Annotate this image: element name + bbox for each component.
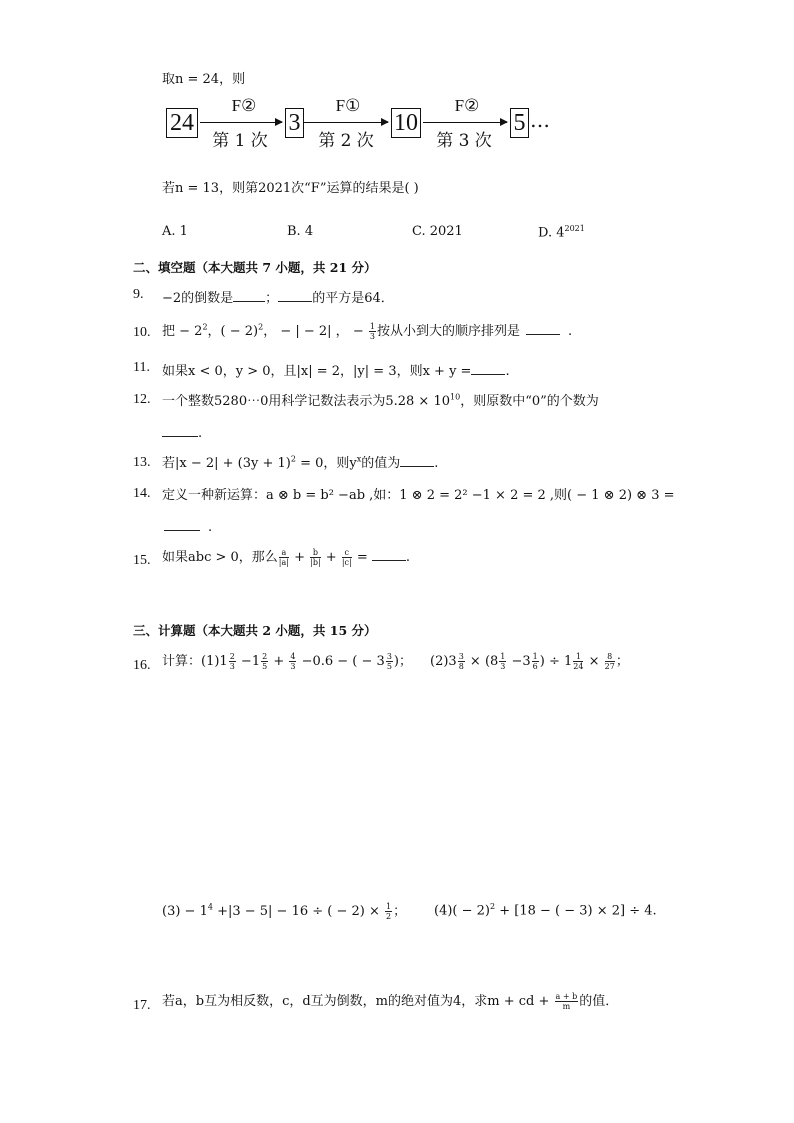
- q8-option-c: C. 2021: [412, 224, 463, 239]
- q9-number: 9.: [133, 287, 144, 302]
- q12-number: 12.: [133, 392, 151, 407]
- q16-part-2: (2)3 $\frac{3}{8}$ × (8 $\frac{1}{3}$ −3 $\frac{1}{6}$ ) ÷ 1 $\frac{1}{24}$ × $\frac{8}{27}$ ；: [430, 652, 629, 671]
- flow-op-1: F②: [231, 96, 257, 115]
- q8-option-d: D. $4^{2021}$: [538, 224, 585, 241]
- q13-number: 13.: [133, 455, 151, 470]
- flow-ellipsis: …: [530, 108, 550, 132]
- q9-text: −2的倒数是 ； 的平方是64．: [162, 291, 394, 306]
- q16-number: 16.: [133, 658, 151, 673]
- flow-box-1: 24: [166, 108, 198, 138]
- q15-text: 如果abc > 0，那么 $\frac{a}{|a|}$ + $\frac{b}{|b|}$ + $\frac{c}{|c|}$ = .: [162, 548, 411, 567]
- flow-box-2: 3: [285, 108, 304, 138]
- flow-step-3: 第 3 次: [436, 131, 492, 151]
- q12-text: 一个整数5280⋯0用科学记数法表示为$5.28 \times 10^{10}$，则原数中“0”的个数为: [162, 392, 599, 409]
- q10-number: 10.: [133, 325, 151, 340]
- flow-box-3: 10: [391, 108, 421, 138]
- q16-part-4: $(4)( - 2)^2 + [18$ − ( − 3) × 2] ÷ 4.: [434, 902, 657, 919]
- flow-arrow-3: [423, 122, 507, 123]
- q16-part-3: $(3) - 1^4 +|3 - 5| - 16$ ÷ ( − 2) × $\frac{1}{2}$ ；: [162, 902, 407, 921]
- flow-step-2: 第 2 次: [318, 131, 374, 151]
- flow-step-1: 第 1 次: [212, 131, 268, 151]
- q13-text: 若$|x - 2| + (3y + 1)^2 = 0$，则$y^x$的值为 .: [162, 454, 439, 471]
- q17-number: 17.: [133, 998, 151, 1013]
- q10-text: 把 − $2^2$，( − 2)$^2$， − | − 2| ， − $\frac{1}{3}$ 按从小到大的顺序排列是 .: [162, 322, 573, 341]
- q15-number: 15.: [133, 553, 151, 568]
- intro-text: 取n = 24，则: [162, 72, 246, 87]
- q11-number: 11.: [133, 360, 150, 375]
- q14-number: 14.: [133, 486, 151, 501]
- q14-text: 定义一种新运算：a ⊗ b = b² −ab ,如：1 ⊗ 2 = 2² −1 × 2 = 2 ,则( − 1 ⊗ 2) ⊗ 3 =: [162, 488, 675, 503]
- flow-op-3: F②: [454, 96, 480, 115]
- q16-part-1: 计算：(1)1 $\frac{2}{3}$ −1 $\frac{2}{5}$ + $\frac{4}{3}$ −0.6 − ( − 3 $\frac{3}{5}$ )；: [162, 652, 412, 671]
- q12-answer-line: .: [162, 424, 202, 441]
- q8-option-b: B. 4: [287, 224, 314, 239]
- section-2-title: 二、填空题（本大题共 7 小题，共 21 分）: [133, 260, 377, 275]
- flow-box-4: 5: [510, 108, 529, 138]
- q17-text: 若a，b互为相反数，c，d互为倒数，m的绝对值为4，求m + cd + $\frac{a + b}{m}$ 的值．: [162, 992, 619, 1011]
- flow-arrow-2: [304, 122, 388, 123]
- q11-text: 如果x < 0，y > 0，且|x| = 2，|y| = 3，则x + y = .: [162, 364, 510, 379]
- q14-answer-line: .: [164, 518, 212, 535]
- section-3-title: 三、计算题（本大题共 2 小题，共 15 分）: [133, 623, 377, 638]
- flow-op-2: F①: [335, 96, 361, 115]
- q8-stem: 若n = 13，则第2021次“F”运算的结果是( ): [162, 181, 419, 196]
- flow-arrow-1: [200, 122, 282, 123]
- q8-option-a: A. 1: [162, 224, 188, 239]
